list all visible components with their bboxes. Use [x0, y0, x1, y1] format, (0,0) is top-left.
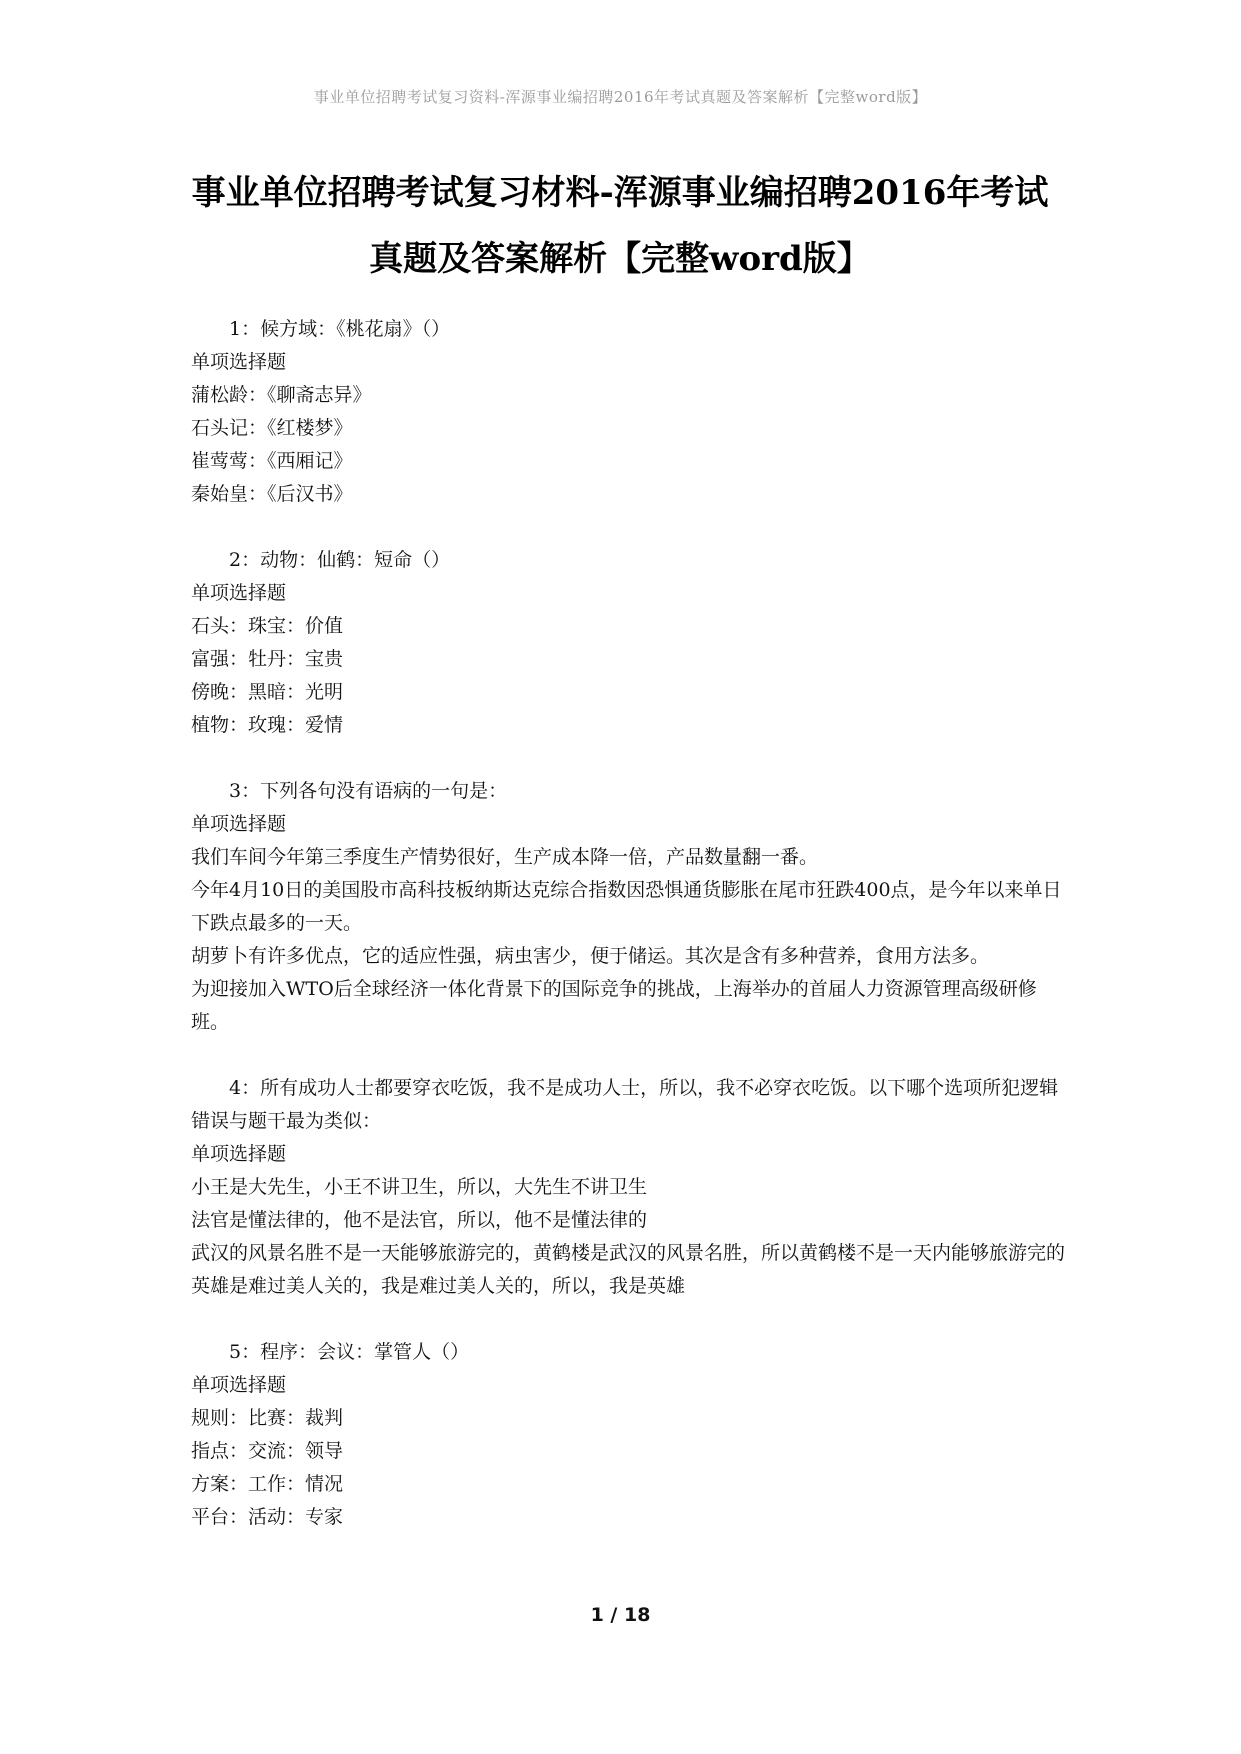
- question-list: [191, 313, 1071, 1567]
- option-b: 法官是懂法律的，他不是法官，所以，他不是懂法律的: [191, 1209, 648, 1231]
- option-d: 植物：玫瑰：爱情: [191, 714, 344, 736]
- question-type: 单项选择题: [191, 582, 287, 604]
- option-c: 胡萝卜有许多优点，它的适应性强，病虫害少，便于储运。其次是含有多种营养，食用方法多。: [191, 945, 990, 967]
- option-b: 富强：牡丹：宝贵: [191, 648, 344, 670]
- option-a: 石头：珠宝：价值: [191, 615, 344, 637]
- question-4: [191, 1072, 1071, 1303]
- option-c: 方案：工作：情况: [191, 1473, 344, 1495]
- option-d: 秦始皇：《后汉书》: [191, 483, 353, 505]
- question-stem: 2：动物：仙鹤：短命（）: [229, 549, 451, 571]
- option-a: 规则：比赛：裁判: [191, 1407, 344, 1429]
- option-d: 平台：活动：专家: [191, 1506, 344, 1528]
- question-stem: 5：程序：会议：掌管人（）: [229, 1341, 470, 1363]
- question-1: [191, 313, 1071, 511]
- option-d: 英雄是难过美人关的，我是难过美人关的，所以，我是英雄: [191, 1275, 686, 1297]
- option-c: 武汉的风景名胜不是一天能够旅游完的，黄鹤楼是武汉的风景名胜，所以黄鹤楼不是一天内能够旅游完的: [191, 1242, 1066, 1264]
- page-number: 1 / 18: [590, 1604, 651, 1626]
- question-type: 单项选择题: [191, 351, 287, 373]
- question-stem: 1：候方域：《桃花扇》（）: [229, 318, 451, 340]
- running-header: 事业单位招聘考试复习资料-浑源事业编招聘2016年考试真题及答案解析【完整word版】: [313, 88, 928, 106]
- option-d: 为迎接加入WTO后全球经济一体化背景下的国际竞争的挑战，上海举办的首届人力资源管理高级研修班。: [191, 978, 1037, 1033]
- option-c: 傍晚：黑暗：光明: [191, 681, 344, 703]
- option-a: 蒲松龄：《聊斋志异》: [191, 384, 372, 406]
- title-line-1: 事业单位招聘考试复习材料-浑源事业编招聘2016年考试: [191, 173, 1049, 213]
- question-2: [191, 544, 1071, 742]
- option-c: 崔莺莺：《西厢记》: [191, 450, 353, 472]
- question-type: 单项选择题: [191, 813, 287, 835]
- option-b: 石头记：《红楼梦》: [191, 417, 353, 439]
- option-a: 小王是大先生，小王不讲卫生，所以，大先生不讲卫生: [191, 1176, 648, 1198]
- question-type: 单项选择题: [191, 1143, 287, 1165]
- question-3: [191, 775, 1071, 1039]
- question-type: 单项选择题: [191, 1374, 287, 1396]
- option-a: 我们车间今年第三季度生产情势很好，生产成本降一倍，产品数量翻一番。: [191, 846, 819, 868]
- question-stem: 3：下列各句没有语病的一句是：: [229, 780, 508, 802]
- document-title: [150, 160, 1090, 292]
- option-b: 今年4月10日的美国股市高科技板纳斯达克综合指数因恐惧通货膨胀在尾市狂跌400点，是今年以来单日下跌点最多的一天。: [191, 879, 1062, 934]
- title-line-2: 真题及答案解析【完整word版】: [369, 239, 871, 279]
- question-stem: 4：所有成功人士都要穿衣吃饭，我不是成功人士，所以，我不必穿衣吃饭。以下哪个选项所犯逻辑错误与题干最为类似：: [191, 1077, 1059, 1132]
- question-5: [191, 1336, 1071, 1534]
- option-b: 指点：交流：领导: [191, 1440, 344, 1462]
